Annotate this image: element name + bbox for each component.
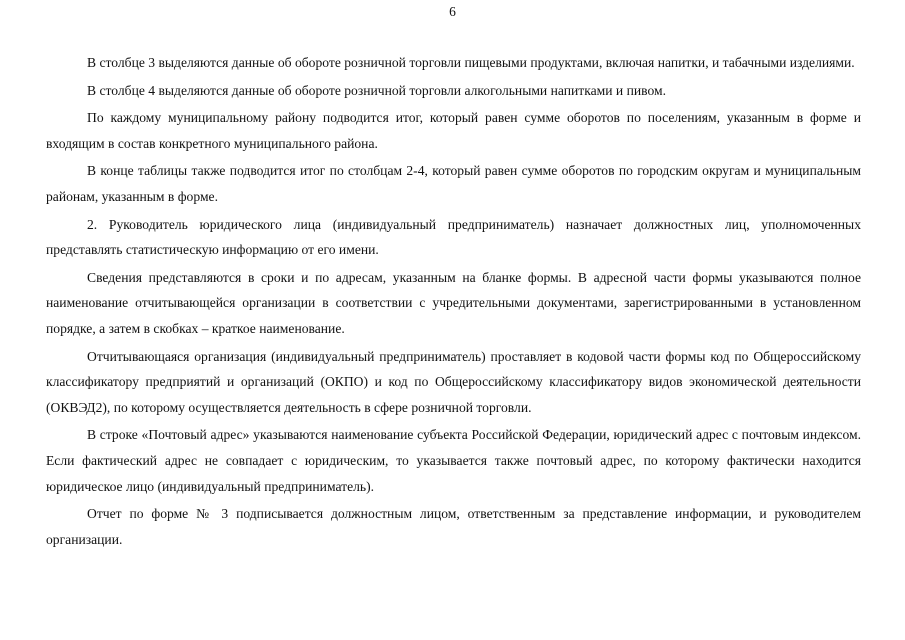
paragraph-table-total: В конце таблицы также подводится итог по столбцам 2-4, который равен сумме оборотов по городским округам и муниципальным районам, указанным в форме.	[46, 163, 861, 204]
paragraph-column-4: В столбце 4 выделяются данные об обороте розничной торговли алкогольными напитками и пивом.	[87, 82, 667, 98]
document-body	[46, 50, 861, 554]
paragraph-submission-address: Сведения представляются в сроки и по адресам, указанным на бланке формы. В адресной части формы указываются полное наименование отчитывающейся организации в соответствии с учредительными документами, зарегистрированными в установленном порядке, а затем в скобках – краткое наименование.	[46, 269, 861, 336]
paragraph-classifier-codes: Отчитывающаяся организация (индивидуальный предприниматель) проставляет в кодовой части формы код по Общероссийскому классификатору предприятий и организаций (ОКПО) и код по Общероссийскому классификатору видов экономической деятельности (ОКВЭД2), по которому осуществляется деятельность в сфере розничной торговли.	[46, 348, 861, 415]
paragraph-postal-address: В строке «Почтовый адрес» указываются наименование субъекта Российской Федерации, юридический адрес с почтовым индексом. Если фактический адрес не совпадает с юридическим, то указывается также почтовый адрес, по которому фактически находится юридическое лицо (индивидуальный предприниматель).	[46, 427, 861, 494]
paragraph-column-3: В столбце 3 выделяются данные об обороте розничной торговли пищевыми продуктами, включая напитки, и табачными изделиями.	[87, 55, 855, 70]
paragraph-report-signature: Отчет по форме № 3 подписывается должностным лицом, ответственным за представление информации, и руководителем организации.	[46, 506, 861, 547]
page-number: 6	[449, 4, 456, 19]
paragraph-district-total: По каждому муниципальному району подводится итог, который равен сумме оборотов по поселениям, указанным в форме и входящим в состав конкретного муниципального района.	[46, 110, 861, 151]
paragraph-responsible-persons: 2. Руководитель юридического лица (индивидуальный предприниматель) назначает должностных лиц, уполномоченных представлять статистическую информацию от его имени.	[46, 216, 861, 258]
